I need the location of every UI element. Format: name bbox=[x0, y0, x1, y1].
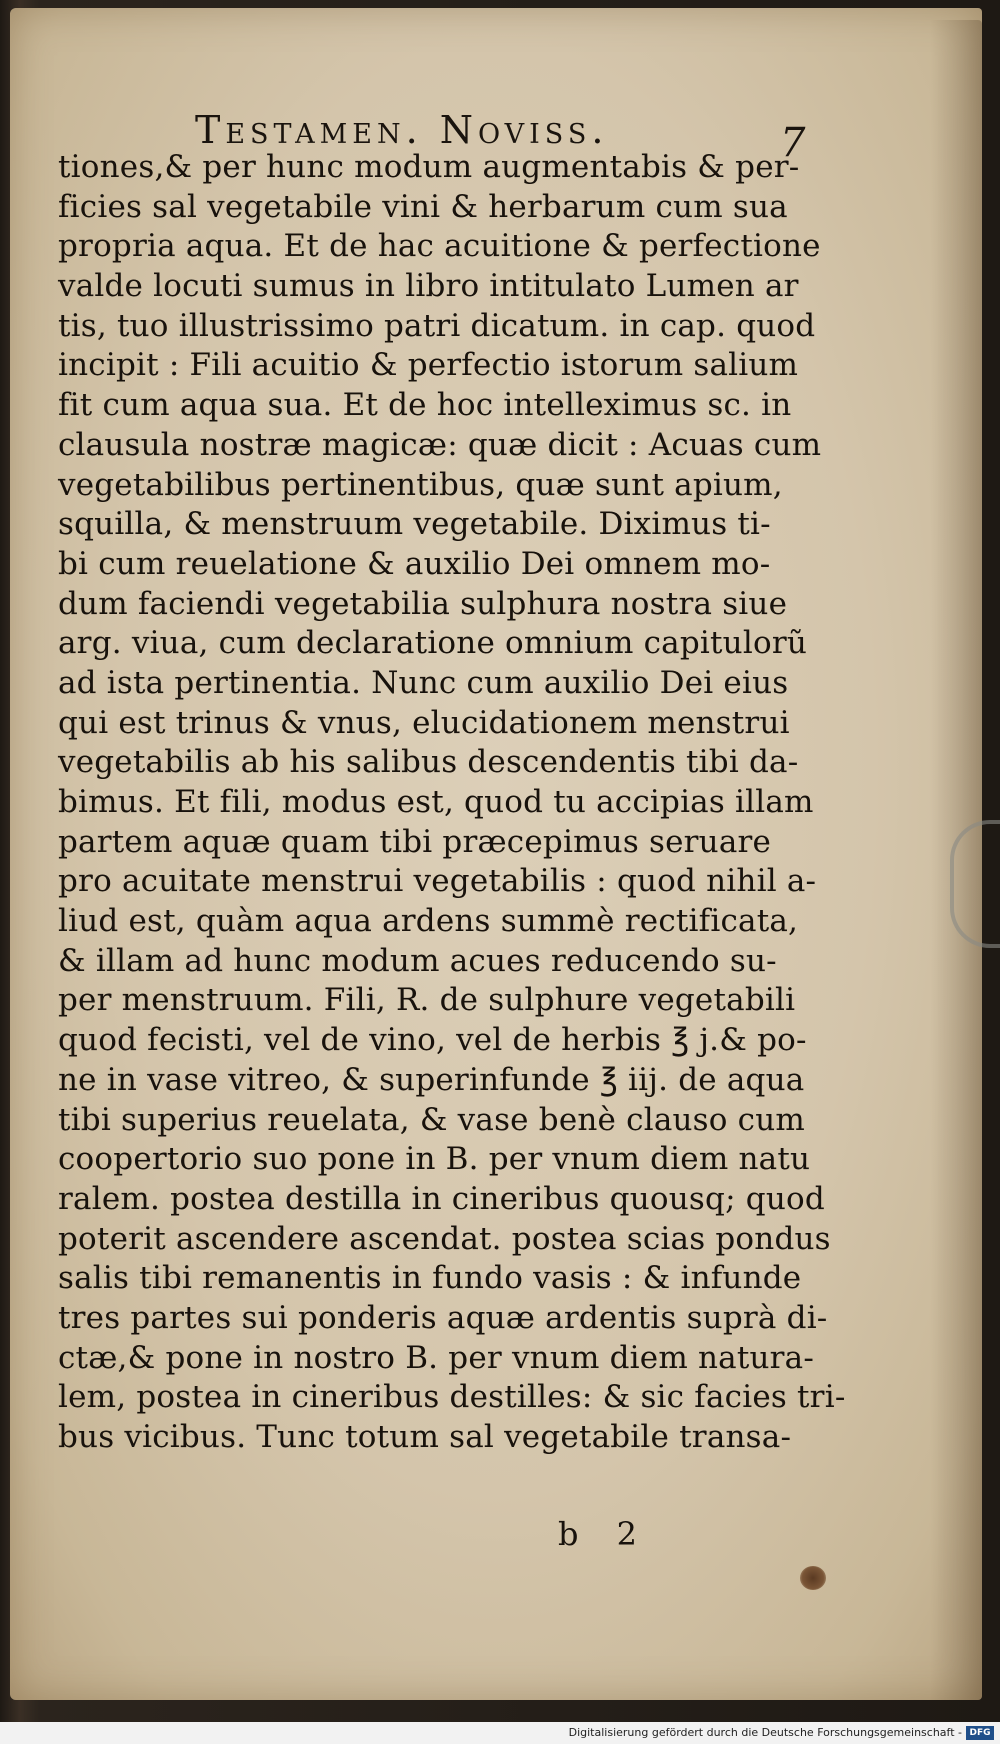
text-line: pro acuitate menstrui vegetabilis : quod nihil a- bbox=[58, 863, 817, 900]
footer-credit: Digitalisierung gefördert durch die Deutsche Forschungsgemeinschaft - bbox=[568, 1726, 962, 1739]
text-line: ctæ,& pone in nostro B. per vnum diem natura- bbox=[58, 1339, 815, 1376]
text-line: arg. viua, cum declaratione omnium capitulorũ bbox=[58, 625, 808, 662]
page-number: 7 bbox=[780, 120, 806, 166]
text-line: salis tibi remanentis in fundo vasis : & infunde bbox=[58, 1260, 802, 1297]
text-line: tibi superius reuelata, & vase benè clauso cum bbox=[58, 1101, 806, 1138]
text-line: partem aquæ quam tibi præcepimus seruare bbox=[58, 823, 772, 860]
text-line: & illam ad hunc modum acues reducendo su- bbox=[58, 942, 777, 979]
text-line: coopertorio suo pone in B. per vnum diem natu bbox=[58, 1141, 811, 1178]
text-line: valde locuti sumus in libro intitulato Lumen ar bbox=[58, 268, 799, 305]
text-line: ad ista pertinentia. Nunc cum auxilio Dei eius bbox=[58, 664, 789, 701]
text-line: ficies sal vegetabile vini & herbarum cum sua bbox=[58, 188, 788, 225]
body-text bbox=[58, 148, 846, 1458]
running-head: Testamen. Noviss. bbox=[195, 108, 609, 152]
text-line: tis, tuo illustrissimo patri dicatum. in cap. quod bbox=[58, 307, 816, 344]
text-line: bi cum reuelatione & auxilio Dei omnem mo- bbox=[58, 545, 771, 582]
text-line: quod fecisti, vel de vino, vel de herbis ℥ j.& po- bbox=[58, 1022, 807, 1059]
text-line: per menstruum. Fili, R. de sulphure vegetabili bbox=[58, 982, 796, 1019]
text-line: tiones,& per hunc modum augmentabis & per- bbox=[58, 149, 800, 185]
dfg-logo-icon: DFG bbox=[966, 1726, 994, 1740]
text-line: tres partes sui ponderis aquæ ardentis suprà di- bbox=[58, 1299, 828, 1336]
text-line: ralem. postea destilla in cineribus quousq; quod bbox=[58, 1180, 825, 1217]
text-line: vegetabilis ab his salibus descendentis tibi da- bbox=[58, 744, 799, 781]
signature-mark: b 2 bbox=[558, 1515, 652, 1553]
ink-spot bbox=[800, 1566, 826, 1590]
text-line: vegetabilibus pertinentibus, quæ sunt apium, bbox=[58, 466, 783, 503]
text-line: clausula nostræ magicæ: quæ dicit : Acuas cum bbox=[58, 426, 822, 463]
page-clip bbox=[950, 820, 1000, 948]
text-line: bus vicibus. Tunc totum sal vegetabile transa- bbox=[58, 1419, 792, 1455]
text-line: lem, postea in cineribus destilles: & sic facies tri- bbox=[58, 1379, 846, 1416]
text-line: incipit : Fili acuitio & perfectio istorum salium bbox=[58, 347, 799, 384]
text-line: propria aqua. Et de hac acuitione & perfectione bbox=[58, 228, 821, 265]
text-line: bimus. Et fili, modus est, quod tu accipias illam bbox=[58, 784, 814, 820]
text-line: fit cum aqua sua. Et de hoc intelleximus sc. in bbox=[58, 387, 792, 424]
text-line: ne in vase vitreo, & superinfunde ℥ iij. de aqua bbox=[58, 1061, 805, 1098]
text-line: qui est trinus & vnus, elucidationem menstrui bbox=[58, 704, 790, 741]
text-line: poterit ascendere ascendat. postea scias pondus bbox=[58, 1220, 831, 1257]
text-line: liud est, quàm aqua ardens summè rectificata, bbox=[58, 903, 799, 940]
text-line: squilla, & menstruum vegetabile. Diximus ti- bbox=[58, 506, 771, 543]
text-line: dum faciendi vegetabilia sulphura nostra siue bbox=[58, 585, 788, 622]
